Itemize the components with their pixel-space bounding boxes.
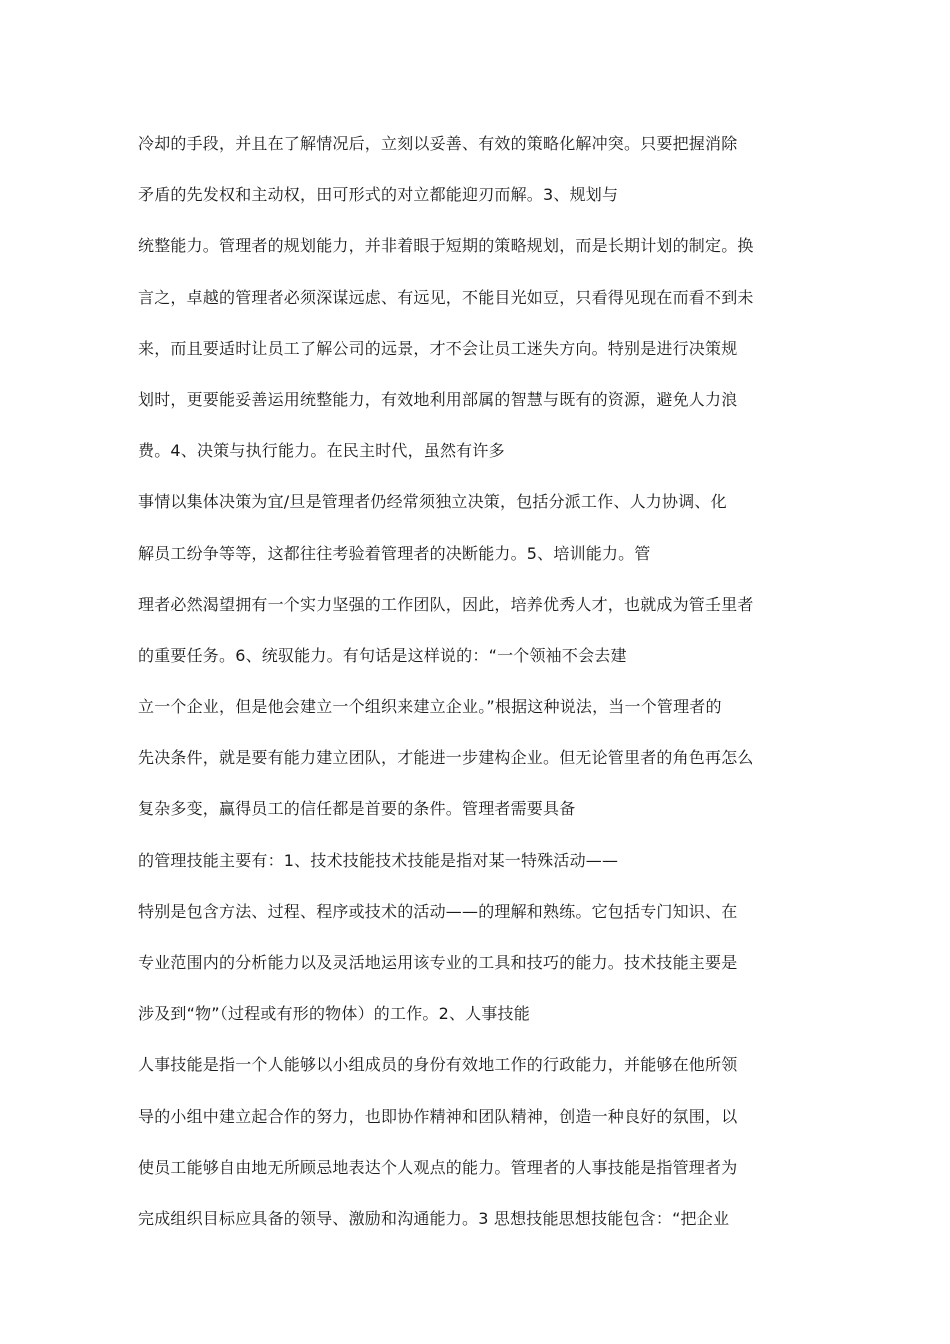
text-line-3: 统整能力。管理者的规划能力，并非着眼于短期的策略规划，而是长期计划的制定。换: [138, 236, 754, 256]
text-line-9: 解员工纷争等等，这都往往考验着管理者的决断能力。5、培训能力。管: [138, 543, 651, 563]
text-line-10: 理者必然渴望拥有一个实力坚强的工作团队，因此，培养优秀人才，也就成为管壬里者: [138, 594, 754, 614]
text-line-17: 专业范围内的分析能力以及灵活地运用该专业的工具和技巧的能力。技术技能主要是: [138, 953, 738, 972]
text-line-15: 的管理技能主要有：1、技术技能技术技能是指对某一特殊活动——: [138, 850, 619, 870]
text-line-2: 矛盾的先发权和主动权，田可形式的对立都能迎刃而解。3、规划与: [138, 185, 619, 205]
text-line-22: 完成组织目标应具备的领导、激励和沟通能力。3 思想技能思想技能包含：“把企业: [138, 1208, 730, 1228]
text-line-16: 特别是包含方法、过程、程序或技术的活动——的理解和熟练。它包括专门知识、在: [138, 901, 738, 921]
text-line-14: 复杂多变，赢得员工的信任都是首要的条件。管理者需要具备: [138, 799, 576, 819]
text-line-11: 的重要任务。6、统驭能力。有句话是这样说的：“一个领袖不会去建: [138, 645, 627, 665]
text-line-8: 事情以集体决策为宜/旦是管理者仍经常须独立决策，包括分派工作、人力协调、化: [138, 492, 727, 512]
text-line-13: 先决条件，就是要有能力建立团队，才能进一步建构企业。但无论管里者的角色再怎么: [138, 748, 754, 768]
text-line-18: 涉及到“物”（过程或有形的物体）的工作。2、人事技能: [138, 1004, 530, 1024]
text-line-6: 划时，更要能妥善运用统整能力，有效地利用部属的智慧与既有的资源，避免人力浪: [138, 389, 738, 409]
body-text: [138, 124, 818, 1250]
text-line-20: 导的小组中建立起合作的努力，也即协作精神和团队精神，创造一种良好的氛围，以: [138, 1106, 738, 1126]
text-line-1: 冷却的手段，并且在了解情况后，立刻以妥善、有效的策略化解冲突。只要把握消除: [138, 134, 738, 153]
text-line-19: 人事技能是指一个人能够以小组成员的身份有效地工作的行政能力，并能够在他所领: [138, 1055, 738, 1075]
text-line-12: 立一个企业，但是他会建立一个组织来建立企业。”根据这种说法，当一个管理者的: [138, 697, 722, 717]
text-line-5: 来，而且要适时让员工了解公司的远景，才不会让员工迷失方向。特别是进行决策规: [138, 338, 738, 358]
text-line-4: 言之，卓越的管理者必须深谋远虑、有远见，不能目光如豆，只看得见现在而看不到未: [138, 287, 754, 307]
text-line-7: 费。4、决策与执行能力。在民主时代，虽然有许多: [138, 441, 505, 461]
text-line-21: 使员工能够自由地无所顾忌地表达个人观点的能力。管理者的人事技能是指管理者为: [138, 1157, 738, 1177]
